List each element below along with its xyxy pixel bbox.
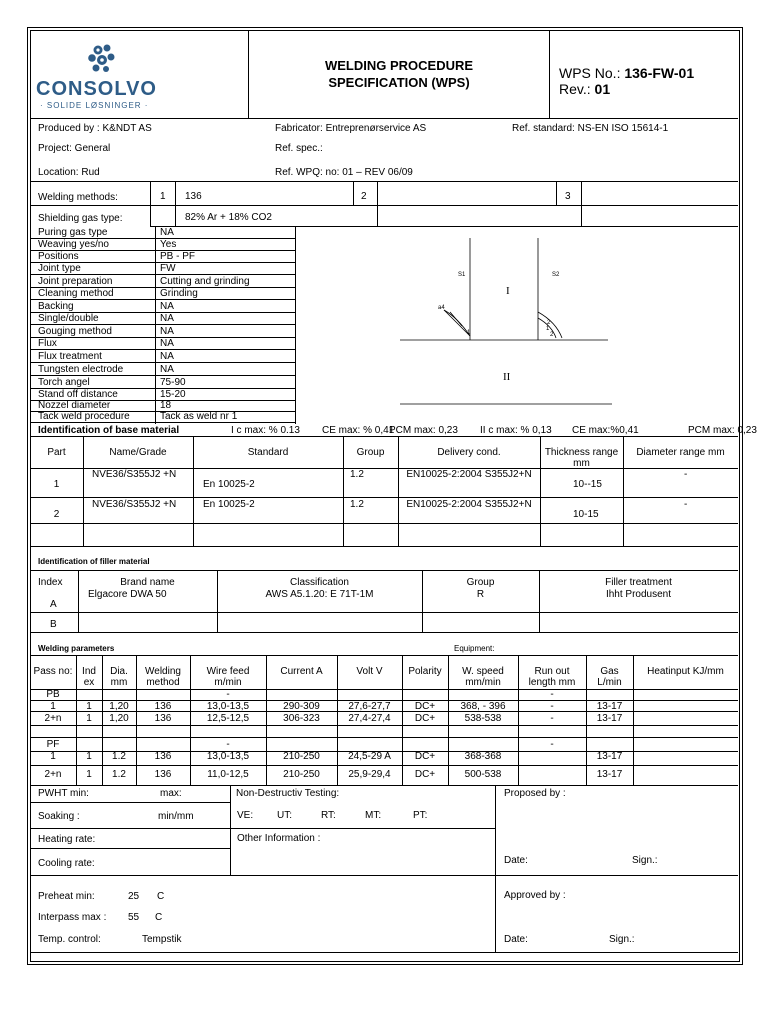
param-row-line <box>30 362 295 363</box>
weld-cell: DC+ <box>414 751 436 762</box>
joint-sketch <box>390 232 630 412</box>
weld-row-line <box>30 725 738 726</box>
consolvo-logo <box>36 40 166 112</box>
base-standard: En 10025-2 <box>203 479 255 490</box>
welding-parameters-title: Welding parameters <box>38 644 115 653</box>
rule <box>30 570 738 571</box>
rule <box>230 828 231 875</box>
ndt-mt: MT: <box>365 810 382 821</box>
weld-cell: 11,0-12,5 <box>207 769 249 780</box>
base-header-cell: Group <box>356 447 385 458</box>
weld-cell: 13-17 <box>596 713 623 724</box>
ndt-ut: UT: <box>277 810 292 821</box>
weld-cell: 1.2 <box>112 751 126 762</box>
weld-cell: 24,5-29 A <box>348 751 391 762</box>
base-header-cell: Thickness range mm <box>544 447 619 469</box>
base-diameter: - <box>684 499 688 510</box>
weld-row-line <box>30 737 738 738</box>
rule <box>30 523 738 524</box>
interpass-label: Interpass max : <box>38 912 107 923</box>
param-value: Cutting and grinding <box>160 276 250 287</box>
weld-cell: 290-309 <box>283 701 320 712</box>
equipment-label: Equipment: <box>454 644 495 653</box>
sketch-pass-2: 2 <box>547 320 551 326</box>
param-label: Tungsten electrode <box>38 364 124 375</box>
weld-header-cell: Welding method <box>145 666 181 688</box>
param-value: 15-20 <box>160 389 186 400</box>
sketch-pass-1: 1 <box>467 330 471 336</box>
logo-tagline: · SOLIDE LØSNINGER · <box>40 101 149 110</box>
approved-by-label: Approved by : <box>504 890 566 901</box>
pwht-min-label: PWHT min: <box>38 788 89 799</box>
weld-cell: 13,0-13,5 <box>206 751 250 762</box>
weld-cell: 368-368 <box>464 751 502 762</box>
weld-cell: 1,20 <box>109 713 129 724</box>
header-divider <box>549 30 550 118</box>
base-name: NVE36/S355J2 +N <box>92 499 177 510</box>
weld-cell: 12,5-12,5 <box>206 713 250 724</box>
param-label: Torch angel <box>38 377 90 388</box>
filler-brand: Elgacore DWA 50 <box>88 589 167 600</box>
weld-cell: 1 <box>86 701 92 712</box>
weld-cell: 1 <box>50 701 56 712</box>
param-value: NA <box>160 227 174 238</box>
param-label: Puring gas type <box>38 227 108 238</box>
param-label: Nozzel diameter <box>38 400 111 411</box>
approved-date-label: Date: <box>504 934 528 945</box>
pwht-max-label: max: <box>160 788 182 799</box>
rule <box>30 181 738 182</box>
weld-cell: 306-323 <box>283 713 320 724</box>
ref-standard: Ref. standard: NS-EN ISO 15614-1 <box>512 123 669 134</box>
param-row-line <box>30 349 295 350</box>
param-value: Grinding <box>160 288 198 299</box>
document-title-line1: WELDING PROCEDURE <box>324 58 474 73</box>
header-bottom-line <box>30 118 738 119</box>
base-header-cell: Name/Grade <box>109 447 167 458</box>
rule <box>30 546 738 547</box>
weld-cell: 25,9-29,4 <box>348 769 391 780</box>
sketch-roman-2: II <box>503 371 511 383</box>
base-group: 1.2 <box>350 469 364 480</box>
sketch-s1: S1 <box>458 272 466 278</box>
rule <box>556 181 557 205</box>
base-group: 1.2 <box>350 499 364 510</box>
weld-cell: - <box>550 689 554 700</box>
weld-header-cell: Current A <box>280 666 323 677</box>
weld-header-cell: Run out length mm <box>528 666 576 688</box>
weld-header-cell: Wire feed m/min <box>206 666 250 688</box>
wps-value: 136-FW-01 <box>624 65 695 81</box>
shielding-gas-label: Shielding gas type: <box>38 213 123 224</box>
weld-cell: - <box>226 739 230 750</box>
pcm-max-2: PCM max: 0,23 <box>688 425 757 436</box>
weld-cell: 538-538 <box>464 713 502 724</box>
sketch-pass-2b: 2 <box>550 332 554 338</box>
ii-c-max: II c max: % 0,13 <box>480 425 552 436</box>
weld-header-cell: Heatinput KJ/mm <box>647 666 724 677</box>
weld-header-cell: Gas L/min <box>597 666 622 688</box>
param-value: Tack as weld nr 1 <box>160 411 238 422</box>
welding-methods-label: Welding methods: <box>38 192 118 203</box>
param-row-line <box>30 299 295 300</box>
cooling-rate-label: Cooling rate: <box>38 858 95 869</box>
param-value: FW <box>160 263 176 274</box>
weld-cell: 27,4-27,4 <box>348 713 391 724</box>
param-label: Positions <box>38 251 79 262</box>
weld-cell: - <box>550 713 554 724</box>
other-information-label: Other Information : <box>237 833 321 844</box>
rule <box>30 802 230 803</box>
weld-cell: 1 <box>86 751 92 762</box>
param-value: NA <box>160 301 174 312</box>
weld-cell: PB <box>46 689 60 700</box>
base-material-title: Identification of base material <box>38 425 180 436</box>
document-title-line2: SPECIFICATION (WPS) <box>328 75 470 90</box>
ce-max-2: CE max:%0,41 <box>572 425 639 436</box>
ce-max-1: CE max: % 0,41 <box>322 425 395 436</box>
wps-label: WPS No.: <box>559 65 625 81</box>
base-thickness: 10-15 <box>573 509 599 520</box>
heating-rate-label: Heating rate: <box>38 834 96 845</box>
method-1-value: 136 <box>185 191 202 202</box>
rule <box>30 785 738 786</box>
base-thickness: 10--15 <box>573 479 602 490</box>
rule <box>377 181 378 226</box>
weld-row-line <box>30 689 738 690</box>
interpass-value: 55 <box>128 912 140 923</box>
filler-index: A <box>50 599 57 610</box>
weld-header-cell: Dia. mm <box>110 666 128 688</box>
param-label: Backing <box>38 301 74 312</box>
temp-control-label: Temp. control: <box>38 934 101 945</box>
filler-header-cell: Index <box>38 577 63 588</box>
rule <box>175 181 176 226</box>
wps-number <box>559 65 694 81</box>
weld-cell: DC+ <box>414 701 436 712</box>
rev-label: Rev.: <box>559 81 595 97</box>
base-header-cell: Delivery cond. <box>437 447 501 458</box>
weld-cell: 136 <box>154 701 172 712</box>
param-value: NA <box>160 351 174 362</box>
filler-header-cell: Group <box>466 577 495 588</box>
sketch-s2: S2 <box>552 272 560 278</box>
weld-cell: - <box>226 689 230 700</box>
weld-cell: 210-250 <box>283 769 320 780</box>
header-divider <box>248 30 249 118</box>
param-label: Cleaning method <box>38 288 114 299</box>
param-row-line <box>30 274 295 275</box>
weld-cell: 1 <box>50 751 56 762</box>
weld-cell: 210-250 <box>283 751 320 762</box>
location: Location: Rud <box>38 167 100 178</box>
weld-cell: 500-538 <box>464 769 502 780</box>
base-diameter: - <box>684 469 688 480</box>
rule <box>230 785 231 828</box>
base-delivery: EN10025-2:2004 S355J2+N <box>406 499 532 510</box>
sketch-pass-1b: 1 <box>546 326 550 332</box>
weld-cell: 368, - 396 <box>460 701 506 712</box>
project: Project: General <box>38 143 111 154</box>
base-header-cell: Diameter range mm <box>636 447 725 458</box>
base-part: 1 <box>53 479 60 490</box>
weld-header-cell: Polarity <box>408 666 442 677</box>
weld-cell: 27,6-27,7 <box>348 701 391 712</box>
fabricator: Fabricator: Entreprenørservice AS <box>275 123 427 134</box>
produced-by: Produced by : K&NDT AS <box>38 123 152 134</box>
param-value: NA <box>160 313 174 324</box>
temp-control-value: Tempstik <box>142 934 182 945</box>
weld-header-cell: Volt V <box>356 666 383 677</box>
param-row-line <box>30 375 295 376</box>
shielding-gas-value: 82% Ar + 18% CO2 <box>185 212 272 223</box>
rule <box>30 875 738 876</box>
rule <box>30 848 230 849</box>
logo-text: CONSOLVO <box>36 78 157 100</box>
soaking-label: Soaking : <box>38 811 80 822</box>
rule <box>581 181 582 226</box>
weld-header-cell: Pass no: <box>33 666 73 677</box>
param-label: Tack weld procedure <box>38 411 130 422</box>
weld-cell: - <box>550 739 554 750</box>
param-value: 18 <box>160 400 172 411</box>
rule <box>30 436 738 437</box>
preheat-unit: C <box>157 891 165 902</box>
approved-sign-label: Sign.: <box>609 934 635 945</box>
ndt-ve: VE: <box>237 810 254 821</box>
weld-cell: 136 <box>154 769 172 780</box>
weld-cell: 2+n <box>44 769 62 780</box>
method-2-number: 2 <box>361 191 367 202</box>
weld-cell: 1 <box>86 713 92 724</box>
base-delivery: EN10025-2:2004 S355J2+N <box>406 469 532 480</box>
weld-cell: 1.2 <box>112 769 126 780</box>
rule <box>155 226 156 424</box>
weld-header-cell: W. speed mm/min <box>462 666 504 688</box>
weld-cell: 136 <box>154 751 172 762</box>
param-label: Stand off distance <box>38 389 118 400</box>
ref-spec: Ref. spec.: <box>275 143 323 154</box>
param-value: Yes <box>160 239 177 250</box>
param-label: Flux treatment <box>38 351 102 362</box>
rule <box>30 612 738 613</box>
param-value: NA <box>160 326 174 337</box>
param-label: Single/double <box>38 313 99 324</box>
param-label: Weaving yes/no <box>38 239 109 250</box>
filler-header-cell: Brand name <box>120 577 175 588</box>
weld-cell: 13,0-13,5 <box>206 701 250 712</box>
base-standard: En 10025-2 <box>203 499 255 510</box>
param-label: Flux <box>38 338 57 349</box>
weld-row-line <box>30 765 738 766</box>
rule <box>30 632 738 633</box>
base-name: NVE36/S355J2 +N <box>92 469 177 480</box>
logo-mark-icon <box>36 40 166 76</box>
base-part: 2 <box>53 509 60 520</box>
revision <box>559 81 610 97</box>
sketch-a4: a4 <box>438 305 445 311</box>
filler-classification: AWS A5.1.20: E 71T-1M <box>265 589 374 600</box>
param-label: Gouging method <box>38 326 112 337</box>
filler-header-cell: Filler treatment <box>605 577 672 588</box>
i-c-max: I c max: % 0.13 <box>231 425 300 436</box>
proposed-date-label: Date: <box>504 855 528 866</box>
filler-header-cell: Classification <box>290 577 349 588</box>
param-value: NA <box>160 338 174 349</box>
proposed-sign-label: Sign.: <box>632 855 658 866</box>
rule <box>150 226 738 227</box>
proposed-by-label: Proposed by : <box>504 788 566 799</box>
rule <box>30 497 738 498</box>
weld-cell: DC+ <box>414 769 436 780</box>
weld-cell: 13-17 <box>596 701 623 712</box>
weld-cell: 1,20 <box>109 701 129 712</box>
filler-index: B <box>50 619 57 630</box>
weld-header-cell: Ind ex <box>82 666 96 688</box>
filler-material-title: Identification of filler material <box>38 557 150 566</box>
weld-cell: 13-17 <box>596 769 623 780</box>
rule <box>295 226 296 424</box>
weld-cell: 2+n <box>44 713 62 724</box>
base-header-cell: Part <box>47 447 66 458</box>
param-value: NA <box>160 364 174 375</box>
filler-group: R <box>476 589 485 600</box>
method-3-number: 3 <box>565 191 571 202</box>
method-1-number: 1 <box>160 191 166 202</box>
weld-cell: 13-17 <box>596 751 623 762</box>
sketch-roman-1: I <box>506 285 510 297</box>
param-row-line <box>30 422 295 423</box>
preheat-label: Preheat min: <box>38 891 95 902</box>
rule <box>495 785 496 952</box>
ref-wpq: Ref. WPQ: no: 01 – REV 06/09 <box>275 167 413 178</box>
filler-treatment: Ihht Produsent <box>605 589 672 600</box>
weld-cell: DC+ <box>414 713 436 724</box>
weld-cell: - <box>550 701 554 712</box>
preheat-value: 25 <box>128 891 140 902</box>
pcm-max-1: PCM max: 0,23 <box>389 425 458 436</box>
rule <box>30 952 738 953</box>
rule <box>150 181 151 226</box>
weld-cell: 136 <box>154 713 172 724</box>
interpass-unit: C <box>155 912 163 923</box>
rule <box>30 205 738 206</box>
weld-cell: PF <box>46 739 60 750</box>
rev-value: 01 <box>594 81 611 97</box>
param-row-line <box>30 324 295 325</box>
param-label: Joint type <box>38 263 81 274</box>
base-header-cell: Standard <box>247 447 289 458</box>
rule <box>30 828 495 829</box>
param-value: 75-90 <box>160 377 186 388</box>
ndt-label: Non-Destructiv Testing: <box>236 788 340 799</box>
ndt-rt: RT: <box>321 810 336 821</box>
rule <box>353 181 354 205</box>
weld-cell: 1 <box>86 769 92 780</box>
ndt-pt: PT: <box>413 810 428 821</box>
soaking-unit: min/mm <box>158 811 194 822</box>
param-label: Joint preparation <box>38 276 113 287</box>
param-value: PB - PF <box>160 251 196 262</box>
